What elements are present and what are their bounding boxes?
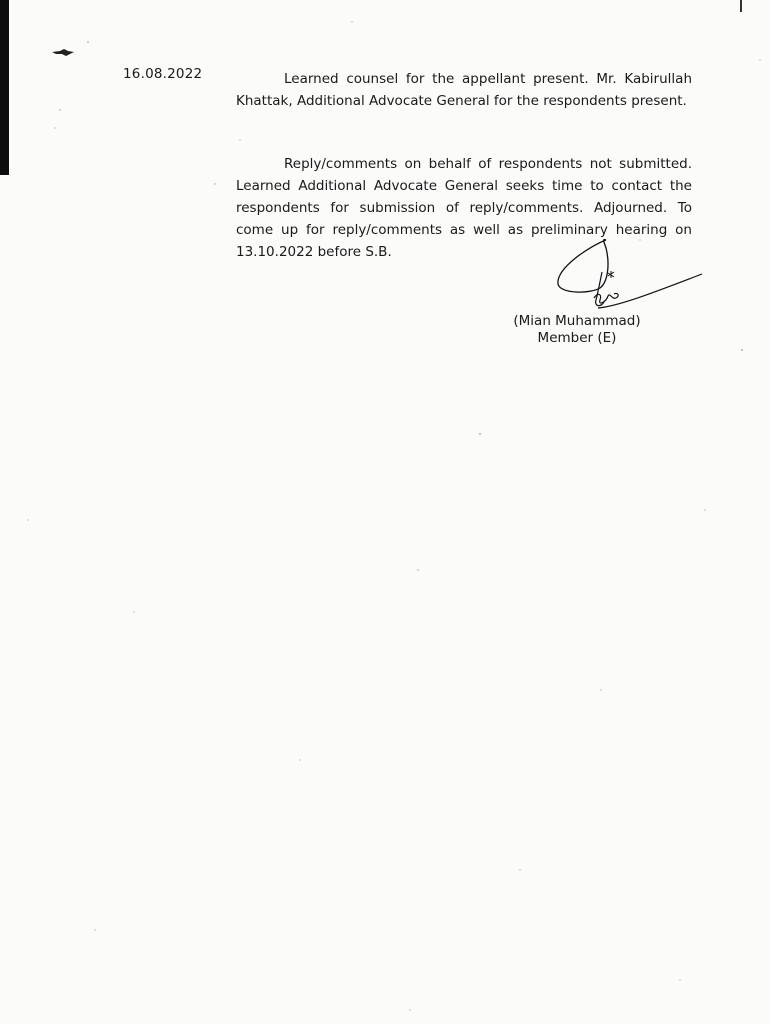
scan-edge-mark: [740, 0, 742, 12]
order-paragraph-attendance: Learned counsel for the appellant present. Mr. Kabirullah Khattak, Additional Advocate General for the respondents present.: [236, 71, 692, 109]
order-date: 16.08.2022: [123, 66, 203, 82]
scan-blot-mark: [50, 46, 78, 60]
signatory-name: (Mian Muhammad): [513, 313, 641, 329]
handwritten-signature: [550, 236, 710, 320]
scan-binding-edge: [0, 0, 9, 175]
signatory-title: Member (E): [537, 330, 617, 346]
order-paragraph-adjournment: Reply/comments on behalf of respondents not submitted. Learned Additional Advocate General seeks time to contact the respondents for submission of reply/comments. Adjourned. To come up for reply/comments as well as preliminary hearing on 13.10.2022 before S.B.: [236, 156, 692, 260]
